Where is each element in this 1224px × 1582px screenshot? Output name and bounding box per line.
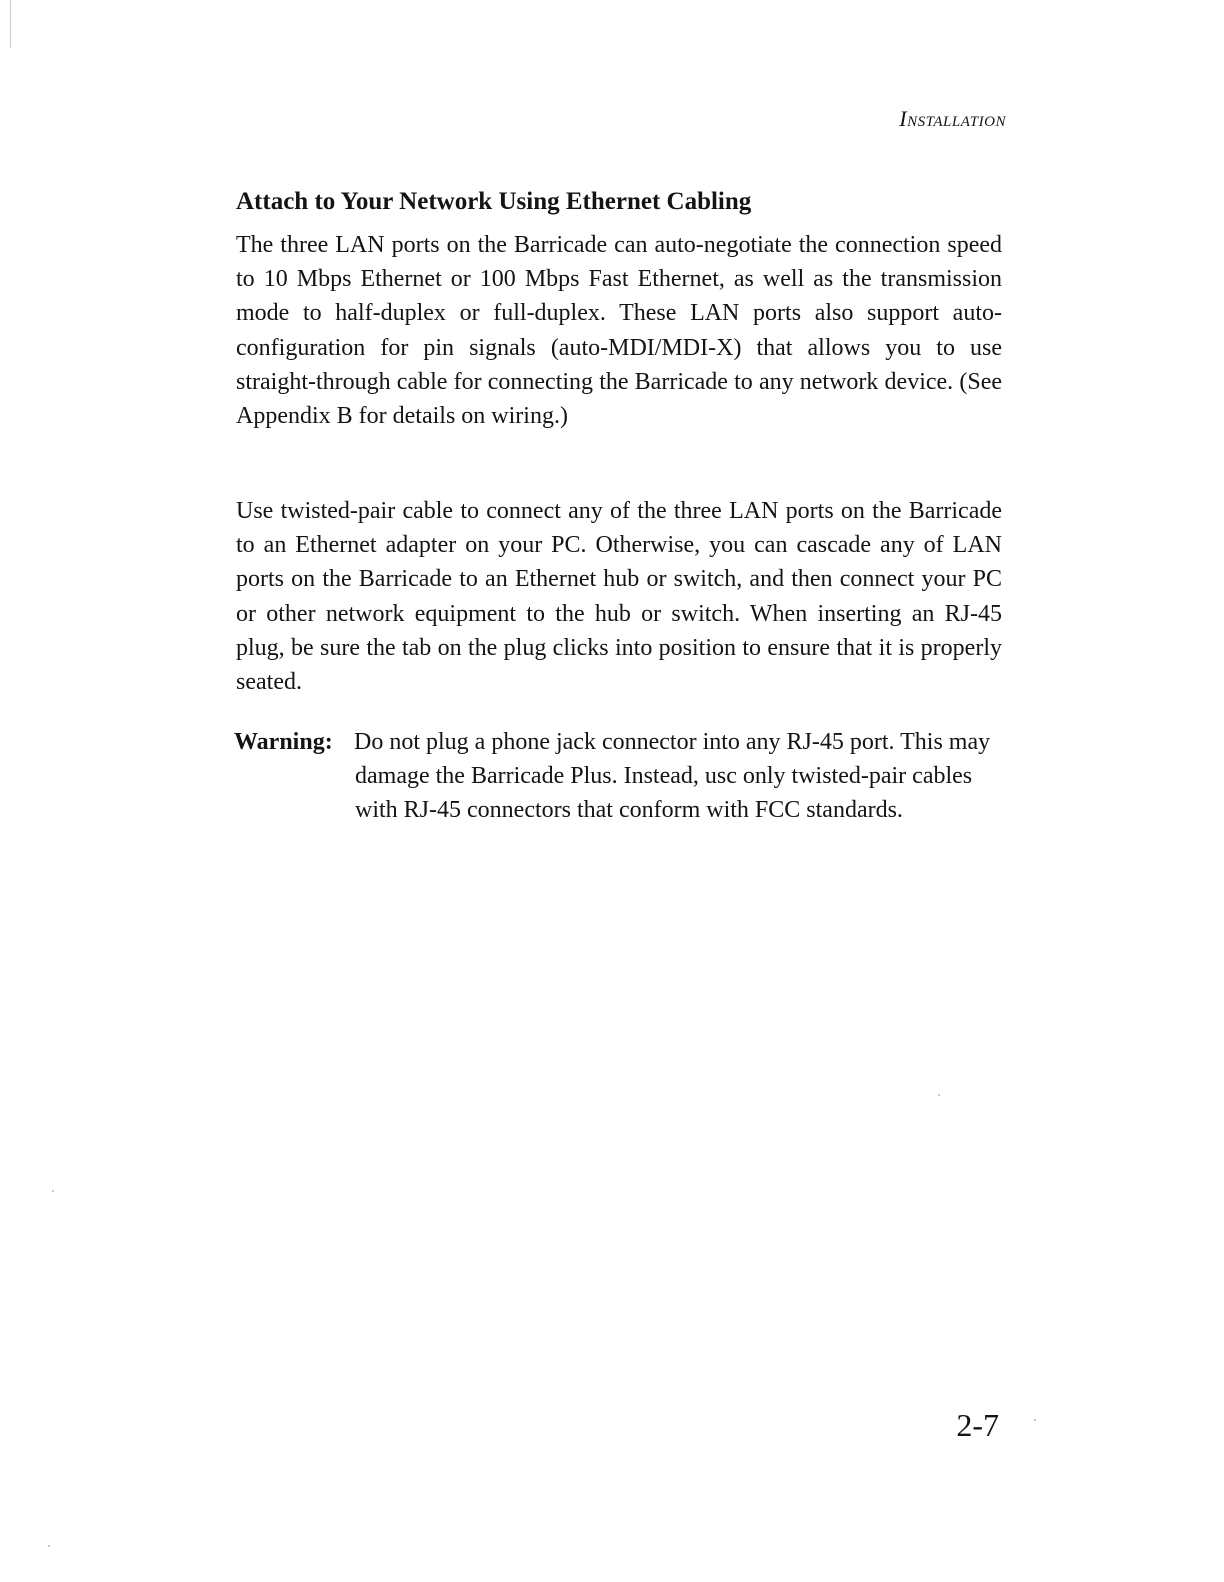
warning-text: Do not plug a phone jack connector into any RJ-45 port. This may damage the Barricade Plus. Instead, usc only twisted-pair cables with RJ-45 connectors that conform with FCC standards. [354,729,991,823]
warning-label: Warning: [234,729,333,755]
body-paragraph-1: The three LAN ports on the Barricade can auto-negotiate the connection speed to 10 Mbps Ethernet or 100 Mbps Fast Ethernet, as well as the transmission mode to half-duplex or full-duplex. These LAN ports also support auto-configuration for pin signals (auto-MDI/MDI-X) that allows you to use straight-through cable for connecting the Barricade to any network device. (See Appendix B for details on wiring.) [236,232,1002,430]
scan-speck [938,1094,940,1096]
scan-edge-mark [10,0,11,48]
body-paragraph-2: Use twisted-pair cable to connect any of the three LAN ports on the Barricade to an Ethernet adapter on your PC. Otherwise, you can cascade any of LAN ports on the Barricade to an Ethernet hub or switch, and then connect your PC or other network equipment to the hub or switch. When inserting an RJ-45 plug, be sure the tab on the plug clicks into position to ensure that it is properly seated. [236,498,1002,696]
scan-speck [1034,1419,1036,1421]
page-number: 2-7 [956,1407,999,1443]
section-heading: Attach to Your Network Using Ethernet Cabling [236,188,752,215]
scan-speck [52,1190,54,1192]
scan-speck [48,1545,50,1547]
running-header: Installation [899,106,1006,131]
